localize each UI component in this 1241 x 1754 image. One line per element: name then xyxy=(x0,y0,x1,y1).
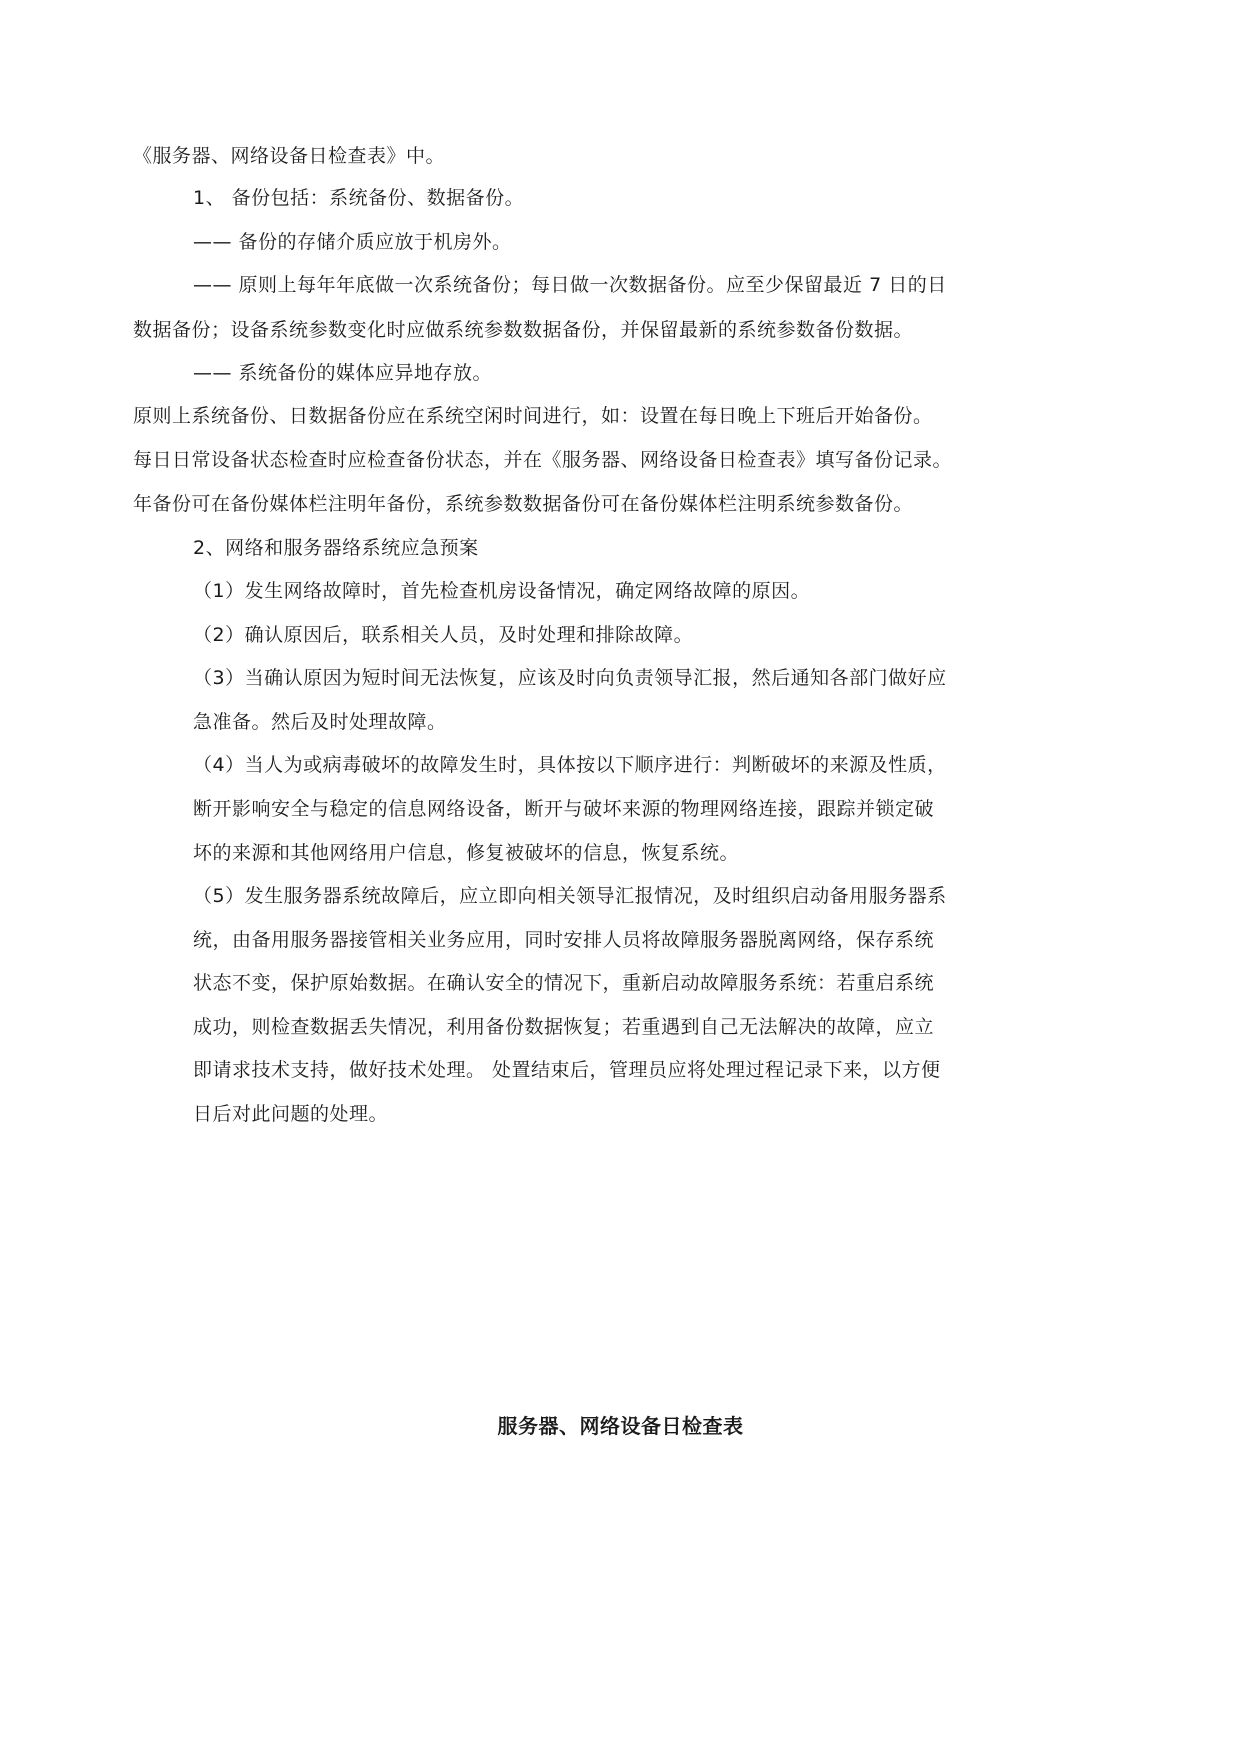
text-line: 成功，则检查数据丢失情况，利用备份数据恢复；若重遇到自己无法解决的故障，应立 xyxy=(193,1016,935,1038)
text-line: —— 备份的存储介质应放于机房外。 xyxy=(193,231,512,253)
text-line: （3）当确认原因为短时间无法恢复，应该及时向负责领导汇报，然后通知各部门做好应 xyxy=(193,667,947,689)
text-line: （1）发生网络故障时，首先检查机房设备情况，确定网络故障的原因。 xyxy=(193,580,811,602)
text-line: —— 系统备份的媒体应异地存放。 xyxy=(193,362,493,384)
text-line: （5）发生服务器系统故障后，应立即向相关领导汇报情况，及时组织启动备用服务器系 xyxy=(193,885,947,907)
text-line: 《服务器、网络设备日检查表》中。 xyxy=(133,145,446,167)
table-title: 服务器、网络设备日检查表 xyxy=(497,1414,744,1438)
section-heading: 2、网络和服务器络系统应急预案 xyxy=(193,537,479,559)
text-line: 年备份可在备份媒体栏注明年备份，系统参数数据备份可在备份媒体栏注明系统参数备份。 xyxy=(133,493,914,515)
text-line: 数据备份；设备系统参数变化时应做系统参数数据备份，并保留最新的系统参数备份数据。 xyxy=(133,319,914,341)
text-line: 日后对此问题的处理。 xyxy=(193,1103,389,1125)
text-line: 即请求技术支持，做好技术处理。 处置结束后，管理员应将处理过程记录下来，以方便 xyxy=(193,1059,941,1081)
text-line: （2）确认原因后，联系相关人员，及时处理和排除故障。 xyxy=(193,624,694,646)
text-line: 1、 备份包括：系统备份、数据备份。 xyxy=(193,187,525,209)
text-line: 坏的来源和其他网络用户信息，修复被破坏的信息，恢复系统。 xyxy=(193,842,740,864)
text-line: （4）当人为或病毒破坏的故障发生时，具体按以下顺序进行：判断破坏的来源及性质， xyxy=(193,754,947,776)
text-line: 状态不变，保护原始数据。在确认安全的情况下，重新启动故障服务系统：若重启系统 xyxy=(193,972,935,994)
text-line: 原则上系统备份、日数据备份应在系统空闲时间进行，如：设置在每日晚上下班后开始备份。 xyxy=(133,405,933,427)
text-line: 统，由备用服务器接管相关业务应用，同时安排人员将故障服务器脱离网络，保存系统 xyxy=(193,929,935,951)
text-line: —— 原则上每年年底做一次系统备份；每日做一次数据备份。应至少保留最近 7 日的日 xyxy=(193,274,947,296)
text-line: 断开影响安全与稳定的信息网络设备，断开与破坏来源的物理网络连接，跟踪并锁定破 xyxy=(193,798,935,820)
text-line: 每日日常设备状态检查时应检查备份状态，并在《服务器、网络设备日检查表》填写备份记录。 xyxy=(133,449,953,471)
text-line: 急准备。然后及时处理故障。 xyxy=(193,711,447,733)
